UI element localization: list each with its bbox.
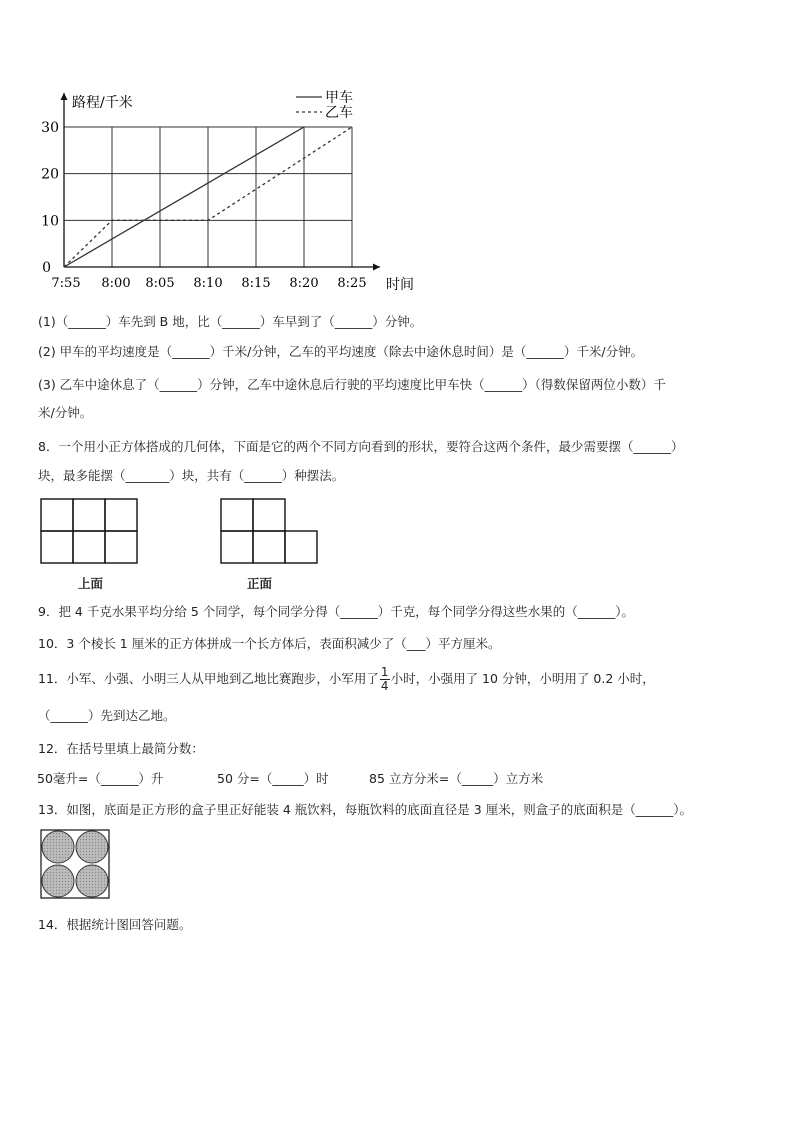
chart-svg	[30, 85, 414, 300]
x-tick-label: 8:25	[337, 276, 367, 291]
question-8-cont: 块，最多能摆（_______）块，共有（______）种摆法。	[38, 468, 345, 483]
bottle-box-svg	[40, 829, 112, 901]
y-tick-label: 0	[42, 260, 51, 276]
question-8: 8．一个用小正方体搭成的几何体，下面是它的两个不同方向看到的形状，要符合这两个条件，最少需要摆（______）	[38, 439, 684, 454]
question-7-2: (2) 甲车的平均速度是（______）千米/分钟，乙车的平均速度（除去中途休息时间）是（______）千米/分钟。	[38, 344, 644, 359]
question-13: 13．如图，底面是正方形的盒子里正好能装 4 瓶饮料，每瓶饮料的底面直径是 3 厘米，则盒子的底面积是（______）。	[38, 802, 692, 817]
x-tick-label: 8:10	[193, 276, 223, 291]
x-tick-label: 8:00	[101, 276, 131, 291]
x-tick-label: 8:15	[241, 276, 271, 291]
question-11-text-b: 小时，小强用了 10 分钟，小明用了 0.2 小时，	[390, 671, 655, 686]
question-7-3: (3) 乙车中途休息了（______）分钟，乙车中途休息后行驶的平均速度比甲车快（______）（得数保留两位小数）千	[38, 377, 666, 392]
question-12-item-3: 85 立方分米=（_____）立方米	[369, 771, 544, 786]
y-axis-label: 路程/千米	[72, 95, 133, 111]
x-tick-label: 8:05	[145, 276, 175, 291]
question-11	[38, 664, 655, 694]
fraction-denominator: 4	[380, 679, 389, 693]
question-10: 10．3 个棱长 1 厘米的正方体拼成一个长方体后，表面积减少了（___）平方厘米。	[38, 636, 501, 651]
question-14: 14．根据统计图回答问题。	[38, 917, 192, 932]
question-12-item-2: 50 分=（_____）时	[217, 771, 329, 786]
front-view-label: 正面	[247, 576, 273, 591]
top-view-grid	[40, 498, 140, 564]
x-axis-arrow	[373, 264, 380, 271]
question-7-3-cont: 米/分钟。	[38, 405, 93, 420]
x-tick-label: 7:55	[51, 276, 81, 291]
question-11-text-a: 11．小军、小强、小明三人从甲地到乙地比赛跑步，小军用了	[38, 671, 379, 686]
top-view-figure	[40, 498, 140, 568]
x-tick-label: 8:20	[289, 276, 319, 291]
question-7-1: (1)（______）车先到 B 地，比（______）车早到了（______）分钟。	[38, 314, 423, 329]
fraction-numerator: 1	[380, 665, 389, 679]
question-12-item-1: 50毫升=（______）升	[37, 771, 164, 786]
front-view-grid	[220, 498, 320, 564]
fraction-one-quarter	[380, 666, 390, 693]
front-view-figure	[220, 498, 320, 568]
question-9: 9．把 4 千克水果平均分给 5 个同学，每个同学分得（______）千克，每个同学分得这些水果的（______）。	[38, 604, 635, 619]
top-view-label: 上面	[78, 576, 104, 591]
legend-label: 甲车	[325, 90, 353, 106]
question-12: 12．在括号里填上最简分数：	[38, 741, 204, 756]
y-tick-label: 20	[41, 166, 59, 183]
legend-label: 乙车	[325, 105, 353, 121]
question-11-cont: （______）先到达乙地。	[38, 708, 176, 723]
travel-chart	[30, 85, 414, 300]
series-line-jia	[64, 127, 304, 267]
x-axis-label: 时间	[386, 277, 414, 293]
y-axis-arrow	[61, 93, 68, 100]
bottle-box-figure	[40, 829, 112, 905]
y-tick-label: 30	[41, 120, 59, 136]
y-tick-label: 10	[41, 213, 59, 230]
